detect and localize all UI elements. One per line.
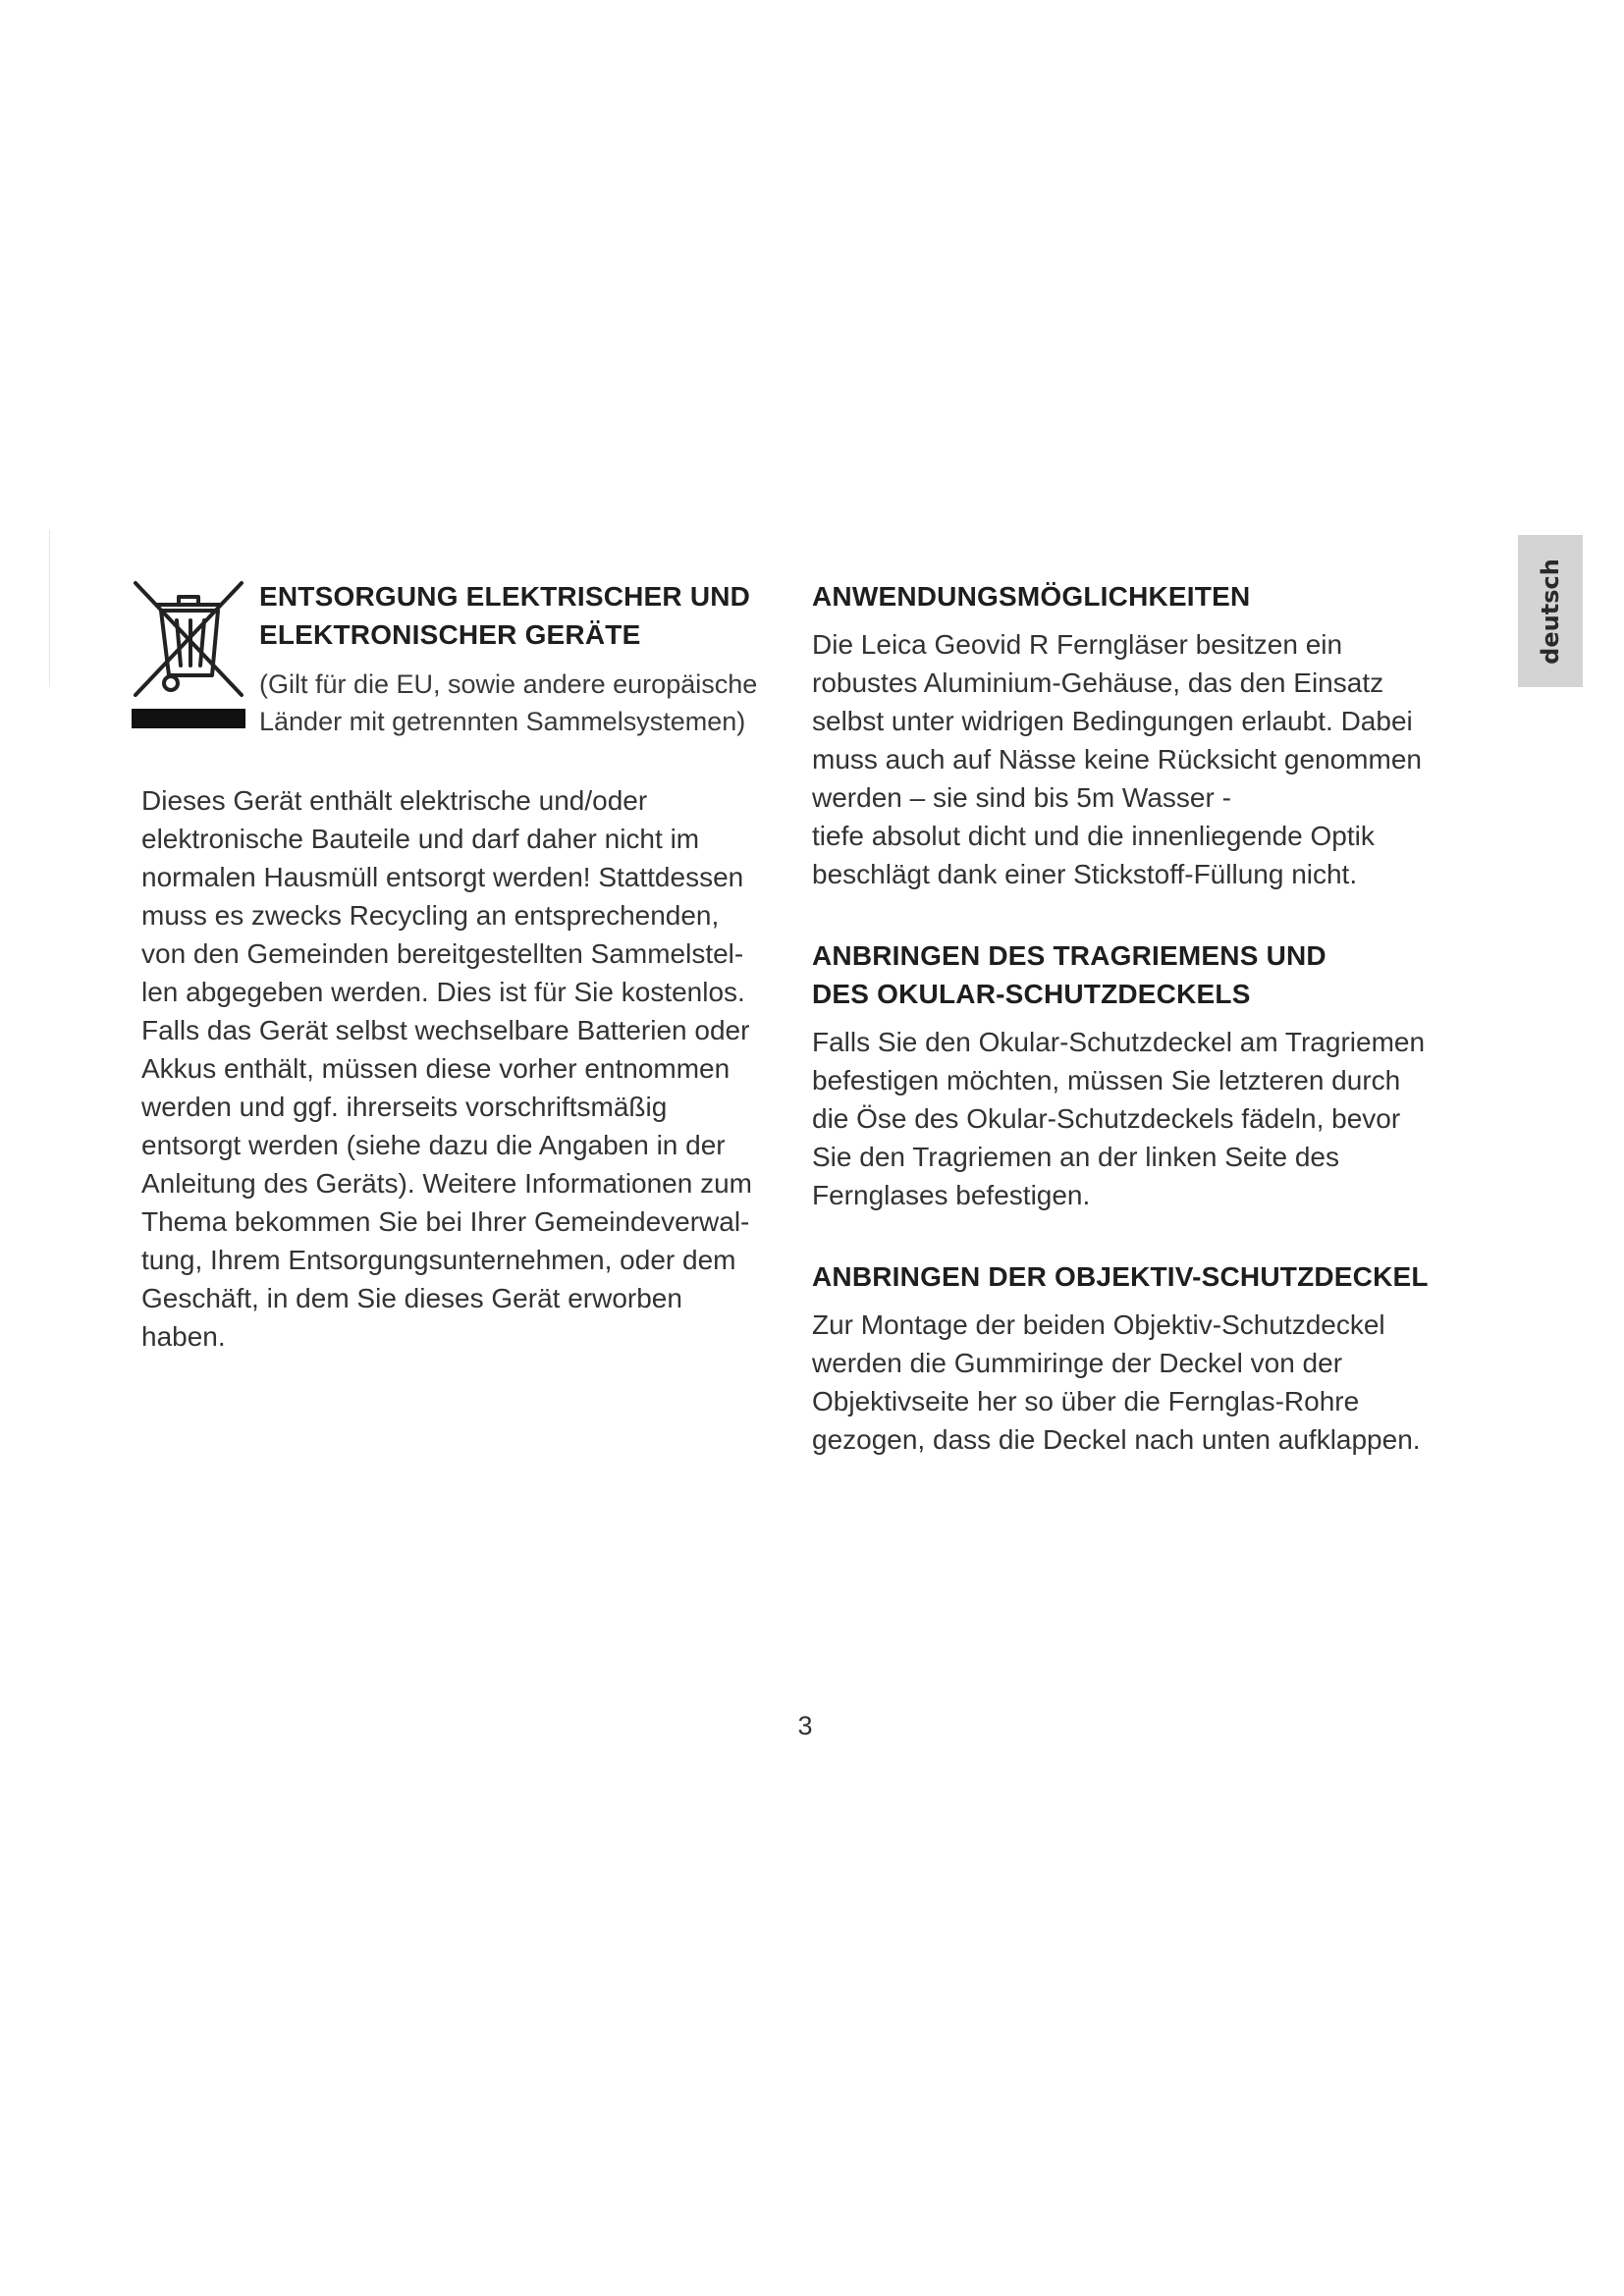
language-tab[interactable] <box>1518 535 1583 687</box>
right-column <box>812 577 1440 1459</box>
applications-body: Die Leica Geovid R Ferngläser besitzen ein robustes Aluminium-Gehäuse, das den Einsatz selbst unter widrigen Bedingungen erlaubt. Dabei muss auch auf Nässe keine Rücksicht genommen werden – sie sind bis 5m Wasser - tiefe absolut dicht und die innenliegende Optik beschlägt dank einer Stickstoff-Füllung nicht. <box>812 629 1422 889</box>
crossed-out-wheelie-bin-icon <box>132 575 245 732</box>
language-tab-label: deutsch <box>1537 558 1564 665</box>
applications-heading: ANWENDUNGSMÖGLICHKEITEN <box>812 581 1251 612</box>
section-applications <box>812 577 1440 893</box>
strap-body: Falls Sie den Okular-Schutzdeckel am Tragriemen befestigen möchten, müssen Sie letzteren durch die Öse des Okular-Schutzdeckels fädeln, bevor Sie den Tragriemen an der linken Seite des Fernglases befestigen. <box>812 1027 1426 1210</box>
objective-caps-body: Zur Montage der beiden Objektiv-Schutzdeckel werden die Gummiringe der Deckel von der Objektivseite her so über die Fernglas-Rohre gezogen, dass die Deckel nach unten aufklappen. <box>812 1309 1421 1455</box>
disposal-heading: ENTSORGUNG ELEKTRISCHER UND ELEKTRONISCHER GERÄTE <box>259 581 751 650</box>
objective-caps-heading: ANBRINGEN DER OBJEKTIV-SCHUTZDECKEL <box>812 1261 1429 1292</box>
page-edge-rule <box>49 530 50 687</box>
disposal-body-text: Dieses Gerät enthält elektrische und/oder elektronische Bauteile und darf daher nicht im normalen Hausmüll entsorgt werden! Stattdessen muss es zwecks Recycling an entsprechenden, von den Gemeinden bereitgestellten Sammelstel- len abgegeben werden. Dies ist für Sie kostenlos. Falls das Gerät selbst wechselbare Batterien oder Akkus enthält, müssen diese vorher entnommen werden und ggf. ihrerseits vorschriftsmäßig entsorgt werden (siehe dazu die Angaben in der Anleitung des Geräts). Weitere Informationen zum Thema bekommen Sie bei Ihrer Gemeindeverwal- tung, Ihrem Entsorgungsunternehmen, oder dem Geschäft, in dem Sie dieses Gerät erworben haben. <box>141 785 753 1352</box>
section-objective-caps <box>812 1257 1440 1459</box>
section-strap <box>812 936 1440 1214</box>
disposal-scope-note: (Gilt für die EU, sowie andere europäische Länder mit getrennten Sammelsystemen) <box>259 669 758 736</box>
strap-heading: ANBRINGEN DES TRAGRIEMENS UND DES OKULAR-SCHUTZDECKELS <box>812 940 1326 1009</box>
page-number: 3 <box>797 1711 813 1740</box>
